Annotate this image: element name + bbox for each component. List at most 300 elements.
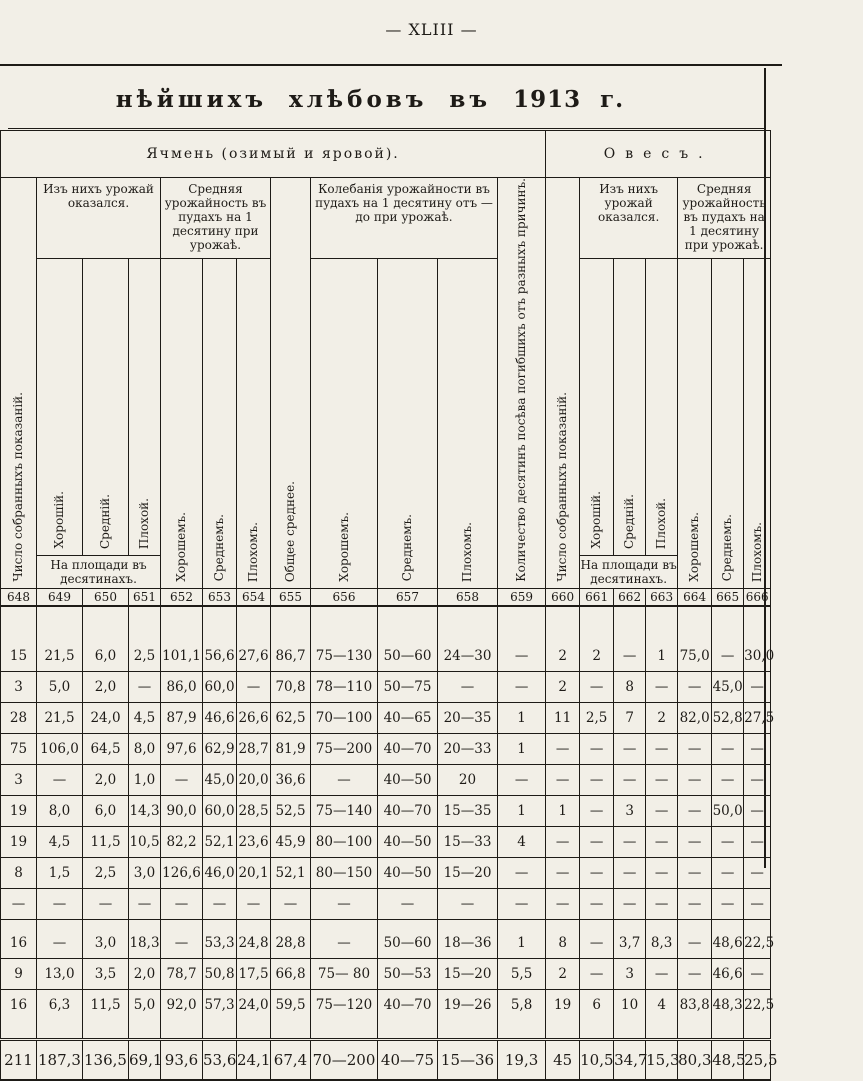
column-number: 665 (712, 588, 744, 606)
table-row (1, 702, 771, 733)
table-cell: 11 (546, 702, 580, 733)
table-cell: 75,0 (678, 606, 712, 672)
table-cell: 1 (498, 919, 546, 958)
table-cell: 53,3 (203, 919, 237, 958)
table-cell: — (712, 826, 744, 857)
table-cell: 19 (546, 989, 580, 1039)
oats-good-header: Хорошій. (580, 259, 614, 556)
table-cell: 15—33 (438, 826, 498, 857)
table-cell: 92,0 (161, 989, 203, 1039)
table-cell: 50—53 (378, 958, 438, 989)
table-cell: 90,0 (161, 795, 203, 826)
column-number: 656 (311, 588, 378, 606)
table-cell: 52,8 (712, 702, 744, 733)
table-cell: 40—50 (378, 857, 438, 888)
table-cell: 50—60 (378, 919, 438, 958)
table-cell: — (83, 888, 129, 919)
total-cell: 67,4 (271, 1039, 311, 1080)
table-cell: — (580, 764, 614, 795)
table-cell: — (678, 888, 712, 919)
total-cell: 40—75 (378, 1039, 438, 1080)
column-number: 652 (161, 588, 203, 606)
total-cell: 10,5 (580, 1039, 614, 1080)
total-cell: 15—36 (438, 1039, 498, 1080)
table-cell: — (546, 733, 580, 764)
table-cell: — (678, 795, 712, 826)
table-cell: — (311, 919, 378, 958)
table-cell: 52,5 (271, 795, 311, 826)
table-cell: 27,6 (237, 606, 271, 672)
table-row (1, 606, 771, 672)
table-cell: 6 (580, 989, 614, 1039)
table-cell: — (498, 857, 546, 888)
table-cell: 60,0 (203, 671, 237, 702)
totals-row (1, 1039, 771, 1080)
medium-header: Средній. (83, 259, 129, 556)
table-cell: 2 (580, 606, 614, 672)
lost-area-header: Количество десятинъ посѣва погибшихъ отъ разныхъ причинъ. (498, 178, 546, 589)
column-number: 655 (271, 588, 311, 606)
column-number: 651 (129, 588, 161, 606)
table-cell: 87,9 (161, 702, 203, 733)
column-number: 664 (678, 588, 712, 606)
table-cell: — (712, 606, 744, 672)
total-cell: 53,6 (203, 1039, 237, 1080)
table-cell: — (646, 958, 678, 989)
column-numbers-row (1, 588, 771, 606)
table-cell: 28,7 (237, 733, 271, 764)
table-cell: 24,0 (83, 702, 129, 733)
oats-group-header: Овесъ. (546, 131, 771, 178)
table-cell: 3 (614, 795, 646, 826)
table-cell: 2,0 (129, 958, 161, 989)
table-cell: 7 (614, 702, 646, 733)
table-cell: — (678, 958, 712, 989)
table-cell: 3 (1, 671, 37, 702)
table-cell: 64,5 (83, 733, 129, 764)
column-number: 654 (237, 588, 271, 606)
table-cell: 18—36 (438, 919, 498, 958)
table-cell: 8 (546, 919, 580, 958)
table-cell: 80—100 (311, 826, 378, 857)
table-cell: 28,5 (237, 795, 271, 826)
table-cell: 21,5 (37, 702, 83, 733)
table-cell: 5,5 (498, 958, 546, 989)
oats-at-good-header: Хорошемъ. (678, 259, 712, 589)
table-cell: 106,0 (37, 733, 83, 764)
table-cell: — (744, 671, 771, 702)
table-cell: 22,5 (744, 919, 771, 958)
table-cell: 80—150 (311, 857, 378, 888)
table-row (1, 857, 771, 888)
table-cell: 40—50 (378, 826, 438, 857)
table-cell: 19 (1, 795, 37, 826)
column-number: 648 (1, 588, 37, 606)
table-row (1, 795, 771, 826)
table-cell: 1,0 (129, 764, 161, 795)
table-cell: 23,6 (237, 826, 271, 857)
table-cell: 4,5 (129, 702, 161, 733)
table-cell: 59,5 (271, 989, 311, 1039)
table-cell: 3,5 (83, 958, 129, 989)
table-cell: — (498, 888, 546, 919)
table-cell: — (580, 958, 614, 989)
table-cell: 17,5 (237, 958, 271, 989)
table-cell: 46,0 (203, 857, 237, 888)
table-cell: — (580, 857, 614, 888)
table-cell: 78,7 (161, 958, 203, 989)
table-cell: 19—26 (438, 989, 498, 1039)
table-cell: 28,8 (271, 919, 311, 958)
table-cell: 40—65 (378, 702, 438, 733)
table-cell: 5,8 (498, 989, 546, 1039)
oats-bad-header: Плохой. (646, 259, 678, 556)
table-cell: 10 (614, 989, 646, 1039)
fluct-medium-header: Среднемъ. (378, 259, 438, 589)
page-heading (0, 86, 740, 113)
table-cell: — (203, 888, 237, 919)
table-cell: 1 (646, 606, 678, 672)
table-cell: 20,0 (237, 764, 271, 795)
oats-medium-header: Средній. (614, 259, 646, 556)
table-cell: 21,5 (37, 606, 83, 672)
total-cell: 24,1 (237, 1039, 271, 1080)
table-cell: 10,5 (129, 826, 161, 857)
table-cell: 24—30 (438, 606, 498, 672)
count-reports-header: Число собранныхъ показаній. (1, 178, 37, 589)
table-cell: — (712, 733, 744, 764)
heading-rule (8, 128, 764, 129)
column-number: 659 (498, 588, 546, 606)
table-cell: 14,3 (129, 795, 161, 826)
barley-group-header: Ячмень (озимый и яровой). (1, 131, 546, 178)
table-cell: — (580, 919, 614, 958)
total-cell: 69,1 (129, 1039, 161, 1080)
table-cell: 20—33 (438, 733, 498, 764)
total-cell: 25,5 (744, 1039, 771, 1080)
table-cell: — (311, 764, 378, 795)
table-cell: — (744, 958, 771, 989)
table-cell: — (678, 764, 712, 795)
table-cell: — (678, 733, 712, 764)
total-cell: 48,5 (712, 1039, 744, 1080)
table-cell: — (378, 888, 438, 919)
table-cell: 75—120 (311, 989, 378, 1039)
table-cell: 1 (498, 733, 546, 764)
table-cell: 3 (614, 958, 646, 989)
table-cell: 48,6 (712, 919, 744, 958)
table-cell: 50,8 (203, 958, 237, 989)
table-cell: 46,6 (203, 702, 237, 733)
table-cell: — (678, 857, 712, 888)
table-cell: — (744, 733, 771, 764)
table-cell: 8,0 (37, 795, 83, 826)
table-row (1, 733, 771, 764)
oats-at-medium-header: Среднемъ. (712, 259, 744, 589)
column-number: 649 (37, 588, 83, 606)
total-cell: 187,3 (37, 1039, 83, 1080)
table-cell: 97,6 (161, 733, 203, 764)
table-cell: 70,8 (271, 671, 311, 702)
table-cell: 78—110 (311, 671, 378, 702)
table-cell: — (744, 826, 771, 857)
table-cell: 3,7 (614, 919, 646, 958)
table-cell: 1 (498, 702, 546, 733)
table-cell: 1 (546, 795, 580, 826)
fluct-good-header: Хорошемъ. (311, 259, 378, 589)
total-cell: 93,6 (161, 1039, 203, 1080)
table-row (1, 826, 771, 857)
table-cell: — (614, 857, 646, 888)
table-cell: 50—60 (378, 606, 438, 672)
table-cell: 75—130 (311, 606, 378, 672)
table-cell: — (546, 764, 580, 795)
table-cell: 2 (546, 671, 580, 702)
table-cell: 2 (546, 606, 580, 672)
table-cell: — (129, 888, 161, 919)
table-cell: — (744, 795, 771, 826)
table-cell: 62,5 (271, 702, 311, 733)
table-cell: 48,3 (712, 989, 744, 1039)
heading-year: 1913 г. (513, 86, 625, 113)
table-cell: 81,9 (271, 733, 311, 764)
total-cell: 70—200 (311, 1039, 378, 1080)
table-cell: — (646, 888, 678, 919)
table-cell: — (580, 888, 614, 919)
column-number: 660 (546, 588, 580, 606)
table-cell: — (744, 857, 771, 888)
table-cell: 30,0 (744, 606, 771, 672)
table-cell: — (498, 606, 546, 672)
bad-header: Плохой. (129, 259, 161, 556)
heading-text: нѣйшихъ хлѣбовъ въ (115, 86, 492, 113)
table-cell: 24,0 (237, 989, 271, 1039)
page-number: — XLIII — (385, 20, 478, 39)
table-cell: 8,0 (129, 733, 161, 764)
table-cell: — (37, 764, 83, 795)
table-cell: 45,0 (712, 671, 744, 702)
top-rule (0, 64, 782, 66)
table-cell: — (646, 826, 678, 857)
table-cell: 4 (498, 826, 546, 857)
table-cell: 13,0 (37, 958, 83, 989)
table-cell: — (237, 888, 271, 919)
table-cell: 20 (438, 764, 498, 795)
table-cell: 28 (1, 702, 37, 733)
table-cell: — (678, 826, 712, 857)
table-cell: 40—50 (378, 764, 438, 795)
column-number: 658 (438, 588, 498, 606)
table-cell: 8 (614, 671, 646, 702)
table-cell: — (546, 857, 580, 888)
table-cell: 24,8 (237, 919, 271, 958)
total-cell: 15,3 (646, 1039, 678, 1080)
table-cell: 66,8 (271, 958, 311, 989)
table-cell: 20,1 (237, 857, 271, 888)
table-cell: 15—35 (438, 795, 498, 826)
column-number: 650 (83, 588, 129, 606)
table-cell: 3 (1, 764, 37, 795)
table-cell: 3,0 (129, 857, 161, 888)
table-cell: — (498, 764, 546, 795)
table-cell: — (646, 671, 678, 702)
table-cell: 45,9 (271, 826, 311, 857)
table-cell: — (438, 671, 498, 702)
table-cell: 2,0 (83, 764, 129, 795)
table-cell: — (646, 795, 678, 826)
table-cell: — (744, 764, 771, 795)
table-cell: 18,3 (129, 919, 161, 958)
total-cell: 211 (1, 1039, 37, 1080)
of-them-yield-header: Изъ нихъ урожай оказался. (37, 178, 161, 259)
table-cell: — (744, 888, 771, 919)
table-cell: — (498, 671, 546, 702)
table-cell: 5,0 (37, 671, 83, 702)
oats-avg-yield-header: Средняя урожайность въ пудахъ на 1 десятину при урожаѣ. (678, 178, 771, 259)
table-cell: 15 (1, 606, 37, 672)
at-bad-header: Плохомъ. (237, 259, 271, 589)
at-medium-header: Среднемъ. (203, 259, 237, 589)
table-cell: — (37, 919, 83, 958)
table-body (1, 606, 778, 1080)
table-cell: — (678, 919, 712, 958)
table-cell: — (129, 671, 161, 702)
area-desyatin-header: На площади въ десятинахъ. (37, 555, 161, 588)
table-cell: 50,0 (712, 795, 744, 826)
table-cell: 20—35 (438, 702, 498, 733)
table-cell: 75—140 (311, 795, 378, 826)
table-cell: — (161, 919, 203, 958)
table-row (1, 919, 771, 958)
table-cell: 19 (1, 826, 37, 857)
table-row (1, 989, 771, 1039)
table-cell: 8,3 (646, 919, 678, 958)
table-cell: 1,5 (37, 857, 83, 888)
oats-count-reports-header: Число собранныхъ показаній. (546, 178, 580, 589)
table-row (1, 958, 771, 989)
avg-yield-header: Средняя урожайность въ пудахъ на 1 десятину при урожаѣ. (161, 178, 271, 259)
table-cell: — (311, 888, 378, 919)
table-cell: 52,1 (271, 857, 311, 888)
table-cell: — (271, 888, 311, 919)
table-cell: 4 (646, 989, 678, 1039)
column-number: 666 (744, 588, 771, 606)
table-cell: 36,6 (271, 764, 311, 795)
table-row (1, 671, 771, 702)
table-cell: 27,5 (744, 702, 771, 733)
table-cell: 22,5 (744, 989, 771, 1039)
table-cell: 11,5 (83, 989, 129, 1039)
table-cell: 2 (546, 958, 580, 989)
table-cell: 16 (1, 919, 37, 958)
table-cell: 16 (1, 989, 37, 1039)
table-cell: 2,5 (83, 857, 129, 888)
table-cell: 2,0 (83, 671, 129, 702)
table-cell: — (712, 888, 744, 919)
table-cell: — (646, 857, 678, 888)
oats-of-them-yield-header: Изъ нихъ урожай оказался. (580, 178, 678, 259)
total-cell: 80,3 (678, 1039, 712, 1080)
column-number: 662 (614, 588, 646, 606)
table-cell: — (580, 795, 614, 826)
table-cell: — (646, 733, 678, 764)
table-cell: 8 (1, 857, 37, 888)
table-cell: 86,0 (161, 671, 203, 702)
table-cell: — (580, 671, 614, 702)
table-cell: 5,0 (129, 989, 161, 1039)
table-cell: — (678, 671, 712, 702)
table-cell: 101,1 (161, 606, 203, 672)
table-cell: 4,5 (37, 826, 83, 857)
table-cell: 15—20 (438, 857, 498, 888)
table-cell: 45,0 (203, 764, 237, 795)
table-cell: 52,1 (203, 826, 237, 857)
oats-area-desyatin-header: На площади въ десятинахъ. (580, 555, 678, 588)
oats-at-bad-header: Плохомъ. (744, 259, 771, 589)
table-cell: 40—70 (378, 795, 438, 826)
column-number: 653 (203, 588, 237, 606)
table-cell: — (614, 733, 646, 764)
table-cell: — (161, 764, 203, 795)
column-number: 657 (378, 588, 438, 606)
table-cell: 1 (498, 795, 546, 826)
table-cell: — (1, 888, 37, 919)
table-cell: 3,0 (83, 919, 129, 958)
table-cell: 82,2 (161, 826, 203, 857)
table-cell: 6,0 (83, 606, 129, 672)
table-cell: — (161, 888, 203, 919)
table-cell: — (712, 857, 744, 888)
table-cell: 40—70 (378, 989, 438, 1039)
table-cell: 57,3 (203, 989, 237, 1039)
harvest-table (0, 130, 778, 1081)
total-cell: 19,3 (498, 1039, 546, 1080)
table-row (1, 764, 771, 795)
table-cell: — (712, 764, 744, 795)
column-number: 663 (646, 588, 678, 606)
table-cell: 15—20 (438, 958, 498, 989)
table-cell: — (580, 733, 614, 764)
table-cell: 46,6 (712, 958, 744, 989)
table-cell: 75—200 (311, 733, 378, 764)
table-cell: 40—70 (378, 733, 438, 764)
total-cell: 34,7 (614, 1039, 646, 1080)
total-cell: 136,5 (83, 1039, 129, 1080)
fluct-bad-header: Плохомъ. (438, 259, 498, 589)
table-cell: 6,0 (83, 795, 129, 826)
table-cell: 2,5 (129, 606, 161, 672)
fluctuation-header: Колебанія урожайности въ пудахъ на 1 десятину отъ — до при урожаѣ. (311, 178, 498, 259)
table-cell: 56,6 (203, 606, 237, 672)
table-cell: — (614, 826, 646, 857)
table-cell: 82,0 (678, 702, 712, 733)
table-cell: 83,8 (678, 989, 712, 1039)
table-cell: 2 (646, 702, 678, 733)
table-cell: 26,6 (237, 702, 271, 733)
table-cell: — (546, 888, 580, 919)
table-cell: — (580, 826, 614, 857)
table-cell: — (614, 888, 646, 919)
table-cell: — (37, 888, 83, 919)
table-cell: 126,6 (161, 857, 203, 888)
table-cell: 62,9 (203, 733, 237, 764)
table-cell: 2,5 (580, 702, 614, 733)
table-cell: 70—100 (311, 702, 378, 733)
table-cell: — (614, 606, 646, 672)
table-row (1, 888, 771, 919)
table-cell: 6,3 (37, 989, 83, 1039)
table-cell: 50—75 (378, 671, 438, 702)
